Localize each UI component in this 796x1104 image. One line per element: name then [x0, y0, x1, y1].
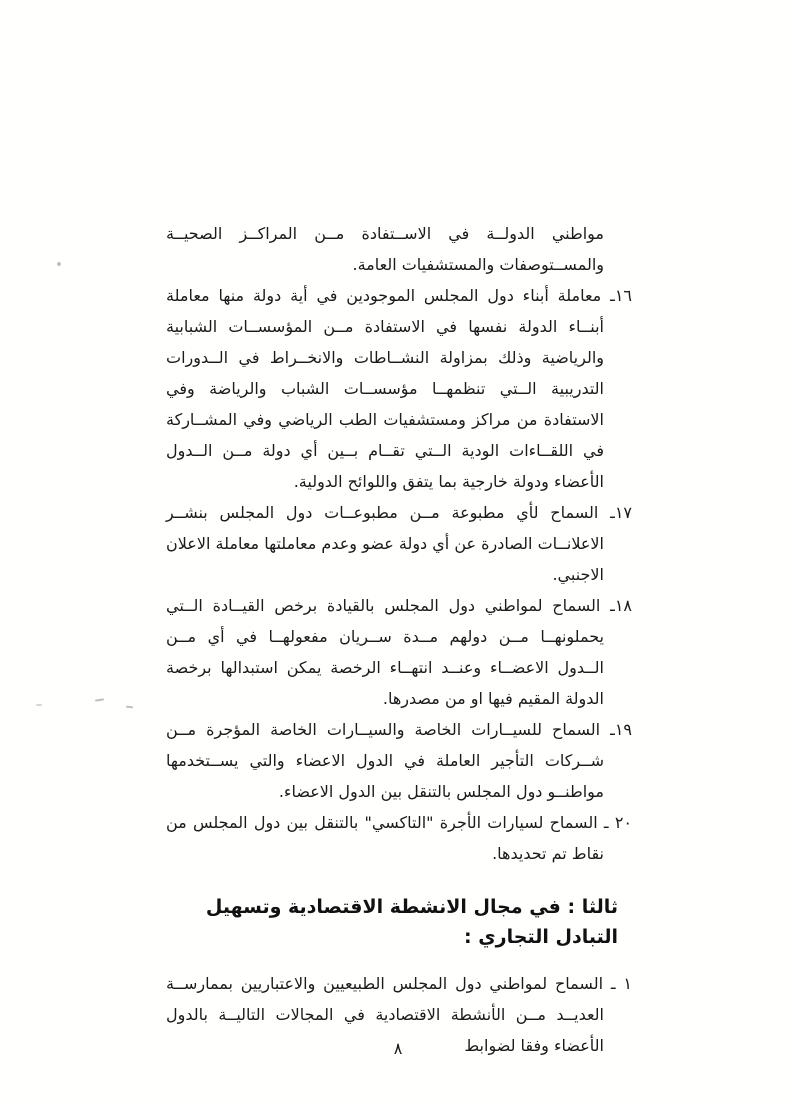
item-text: السماح لسيارات الأجرة "التاكسي" بالتنقل بين دول المجلس من نقاط تم تحديدها.	[166, 813, 604, 863]
list-item-17	[166, 497, 632, 590]
item-number: ١٨ـ	[610, 596, 632, 615]
continued-paragraph: مواطني الدولــة في الاســتفادة مــن المراكــز الصحيــة والمســتوصفات والمستشفيات العامة.	[166, 224, 604, 274]
section-heading: ثالثا : في مجال الانشطة الاقتصادية وتسهيل التبادل التجاري :	[205, 896, 618, 948]
item-number: ١ ـ	[610, 974, 632, 993]
list-item-19	[166, 714, 632, 807]
item-text: السماح لأي مطبوعة مــن مطبوعــات دول المجلس بنشــر الاعلانــات الصادرة عن أي دولة عضو وعدم معاملتها معاملة الاعلان الاجنبي.	[166, 503, 604, 584]
item-text: معاملة أبناء دول المجلس الموجودين في أية دولة منها معاملة أبنــاء الدولة نفسها في الاستفادة مــن المؤسســات الشبابية والرياضية وذلك بمزاولة النشــاطات والانخــراط في الــدورات التدريبية الــتي تنظمهــا مؤسســات الشباب والرياضة وفي الاستفادة من مراكز ومستشفيات الطب الرياضي وفي المشــاركة في اللقــاءات الودية الــتي تقــام بــين أي دولة مــن الــدول الأعضاء ودولة خارجية بما يتفق واللوائح الدولية.	[166, 286, 604, 491]
scan-artifact	[126, 706, 133, 709]
item-text: السماح للسيــارات الخاصة والسيــارات الخاصة المؤجرة مــن شــركات التأجير العاملة في الدول الاعضاء والتي يســتخدمها مواطنــو دول المجلس بالتنقل بين الدول الاعضاء.	[166, 720, 604, 801]
item-number: ١٧ـ	[610, 503, 633, 522]
list-item-20	[166, 807, 632, 869]
list-item-16	[166, 280, 632, 497]
item-number: ١٦ـ	[610, 286, 632, 305]
scan-artifact	[95, 698, 104, 701]
scan-artifact	[57, 262, 61, 266]
scan-artifact	[36, 704, 42, 706]
page-number: ٨	[393, 1039, 403, 1058]
item-text: السماح لمواطني دول المجلس الطبيعيين والاعتباريين بممارســة العديــد مــن الأنشطة الاقتصادية في المجالات التاليــة بالدول الأعضاء وفقا لضوابط	[166, 974, 604, 1055]
item-text: السماح لمواطني دول المجلس بالقيادة برخص القيــادة الــتي يحملونهــا مــن دولهم مــدة ســريان مفعولهــا في أي مــن الــدول الاعضــاء وعنــد انتهــاء الرخصة يمكن استبدالها برخصة الدولة المقيم فيها او من مصدرها.	[166, 596, 604, 708]
page-text	[166, 218, 632, 1061]
item-number: ٢٠ ـ	[603, 813, 633, 832]
list-item-18	[166, 590, 632, 714]
item-number: ١٩ـ	[610, 720, 633, 739]
